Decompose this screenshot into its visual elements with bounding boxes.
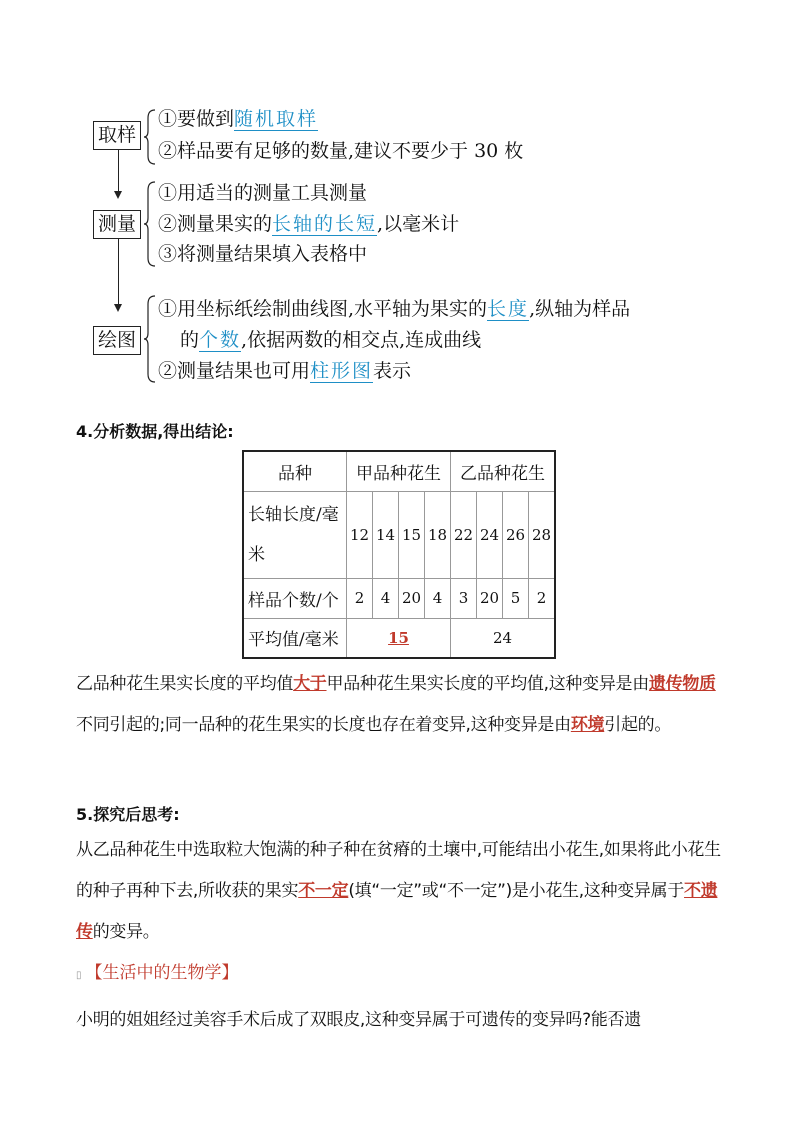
section-5-heading: 5.探究后思考: bbox=[76, 805, 180, 824]
table-cell: 3 bbox=[451, 578, 477, 618]
arrow-down-icon bbox=[114, 304, 122, 312]
brace-icon bbox=[143, 180, 157, 268]
plotting-line-1: ①用坐标纸绘制曲线图,水平轴为果实的长度,纵轴为样品 bbox=[158, 298, 631, 320]
answer-blank: 不遗传 bbox=[76, 881, 718, 942]
answer-blank: 不一定 bbox=[298, 881, 349, 901]
table-cell: 14 bbox=[373, 491, 399, 578]
section-4-heading: 4.分析数据,得出结论: bbox=[76, 422, 234, 441]
table-cell bbox=[347, 618, 451, 658]
brace-icon bbox=[143, 294, 157, 384]
average-a-value: 15 bbox=[388, 628, 409, 647]
life-biology-text: 小明的姐姐经过美容手术后成了双眼皮,这种变异属于可遗传的变异吗?能否遗 bbox=[76, 1010, 641, 1030]
plotting-line-2: 的个数,依据两数的相交点,连成曲线 bbox=[180, 329, 482, 351]
table-cell: 样品个数/个 bbox=[243, 578, 347, 618]
flow-connector bbox=[118, 150, 119, 192]
sampling-line-1: ①要做到随机取样 bbox=[158, 108, 319, 130]
step-box-sampling: 取样 bbox=[93, 121, 141, 150]
table-cell: 26 bbox=[503, 491, 529, 578]
table-cell: 15 bbox=[399, 491, 425, 578]
table-cell: 28 bbox=[529, 491, 556, 578]
table-cell: 4 bbox=[373, 578, 399, 618]
table-cell: 20 bbox=[399, 578, 425, 618]
bookmark-icon: ▯ bbox=[76, 970, 82, 981]
answer-blank: 大于 bbox=[293, 674, 327, 694]
peanut-data-table bbox=[242, 450, 556, 659]
table-cell: 20 bbox=[477, 578, 503, 618]
measuring-line-3: ③将测量结果填入表格中 bbox=[158, 243, 368, 265]
table-cell: 4 bbox=[425, 578, 451, 618]
arrow-down-icon bbox=[114, 191, 122, 199]
answer-blank: 环境 bbox=[570, 715, 605, 735]
table-row bbox=[243, 618, 555, 658]
plotting-line-3: ②测量结果也可用柱形图表示 bbox=[158, 360, 412, 382]
answer-blank: 遗传物质 bbox=[648, 674, 716, 694]
table-row bbox=[243, 578, 555, 618]
section-5-paragraph: 从乙品种花生中选取粒大饱满的种子种在贫瘠的土壤中,可能结出小花生,如果将此小花生的种子再种下去,所收获的果实不一定(填“一定”或“不一定”)是小花生,这种变异属于不遗传的变异。 bbox=[76, 840, 721, 942]
table-cell: 24 bbox=[477, 491, 503, 578]
table-cell: 甲品种花生 bbox=[347, 451, 451, 491]
step-box-measuring: 测量 bbox=[93, 210, 141, 239]
table-cell: 长轴长度/毫米 bbox=[243, 491, 347, 578]
table-row bbox=[243, 491, 555, 578]
measuring-line-1: ①用适当的测量工具测量 bbox=[158, 182, 368, 204]
sampling-line-2: ②样品要有足够的数量,建议不要少于 30 枚 bbox=[158, 140, 524, 162]
table-cell: 5 bbox=[503, 578, 529, 618]
step-box-plotting: 绘图 bbox=[93, 326, 141, 355]
table-cell: 乙品种花生 bbox=[451, 451, 556, 491]
table-cell: 2 bbox=[347, 578, 373, 618]
table-cell: 平均值/毫米 bbox=[243, 618, 347, 658]
measuring-line-2: ②测量果实的长轴的长短,以毫米计 bbox=[158, 213, 460, 235]
table-cell: 2 bbox=[529, 578, 556, 618]
brace-icon bbox=[143, 108, 157, 166]
flow-connector bbox=[118, 239, 119, 305]
section-4-conclusion: 乙品种花生果实长度的平均值大于甲品种花生果实长度的平均值,这种变异是由遗传物质不同引起的;同一品种的花生果实的长度也存在着变异,这种变异是由环境引起的。 bbox=[76, 674, 716, 735]
table-cell: 12 bbox=[347, 491, 373, 578]
table-cell: 18 bbox=[425, 491, 451, 578]
life-biology-title: ▯ 【生活中的生物学】 bbox=[76, 963, 239, 983]
table-cell: 品种 bbox=[243, 451, 347, 491]
table-row bbox=[243, 451, 555, 491]
table-cell: 24 bbox=[451, 618, 556, 658]
table-cell: 22 bbox=[451, 491, 477, 578]
